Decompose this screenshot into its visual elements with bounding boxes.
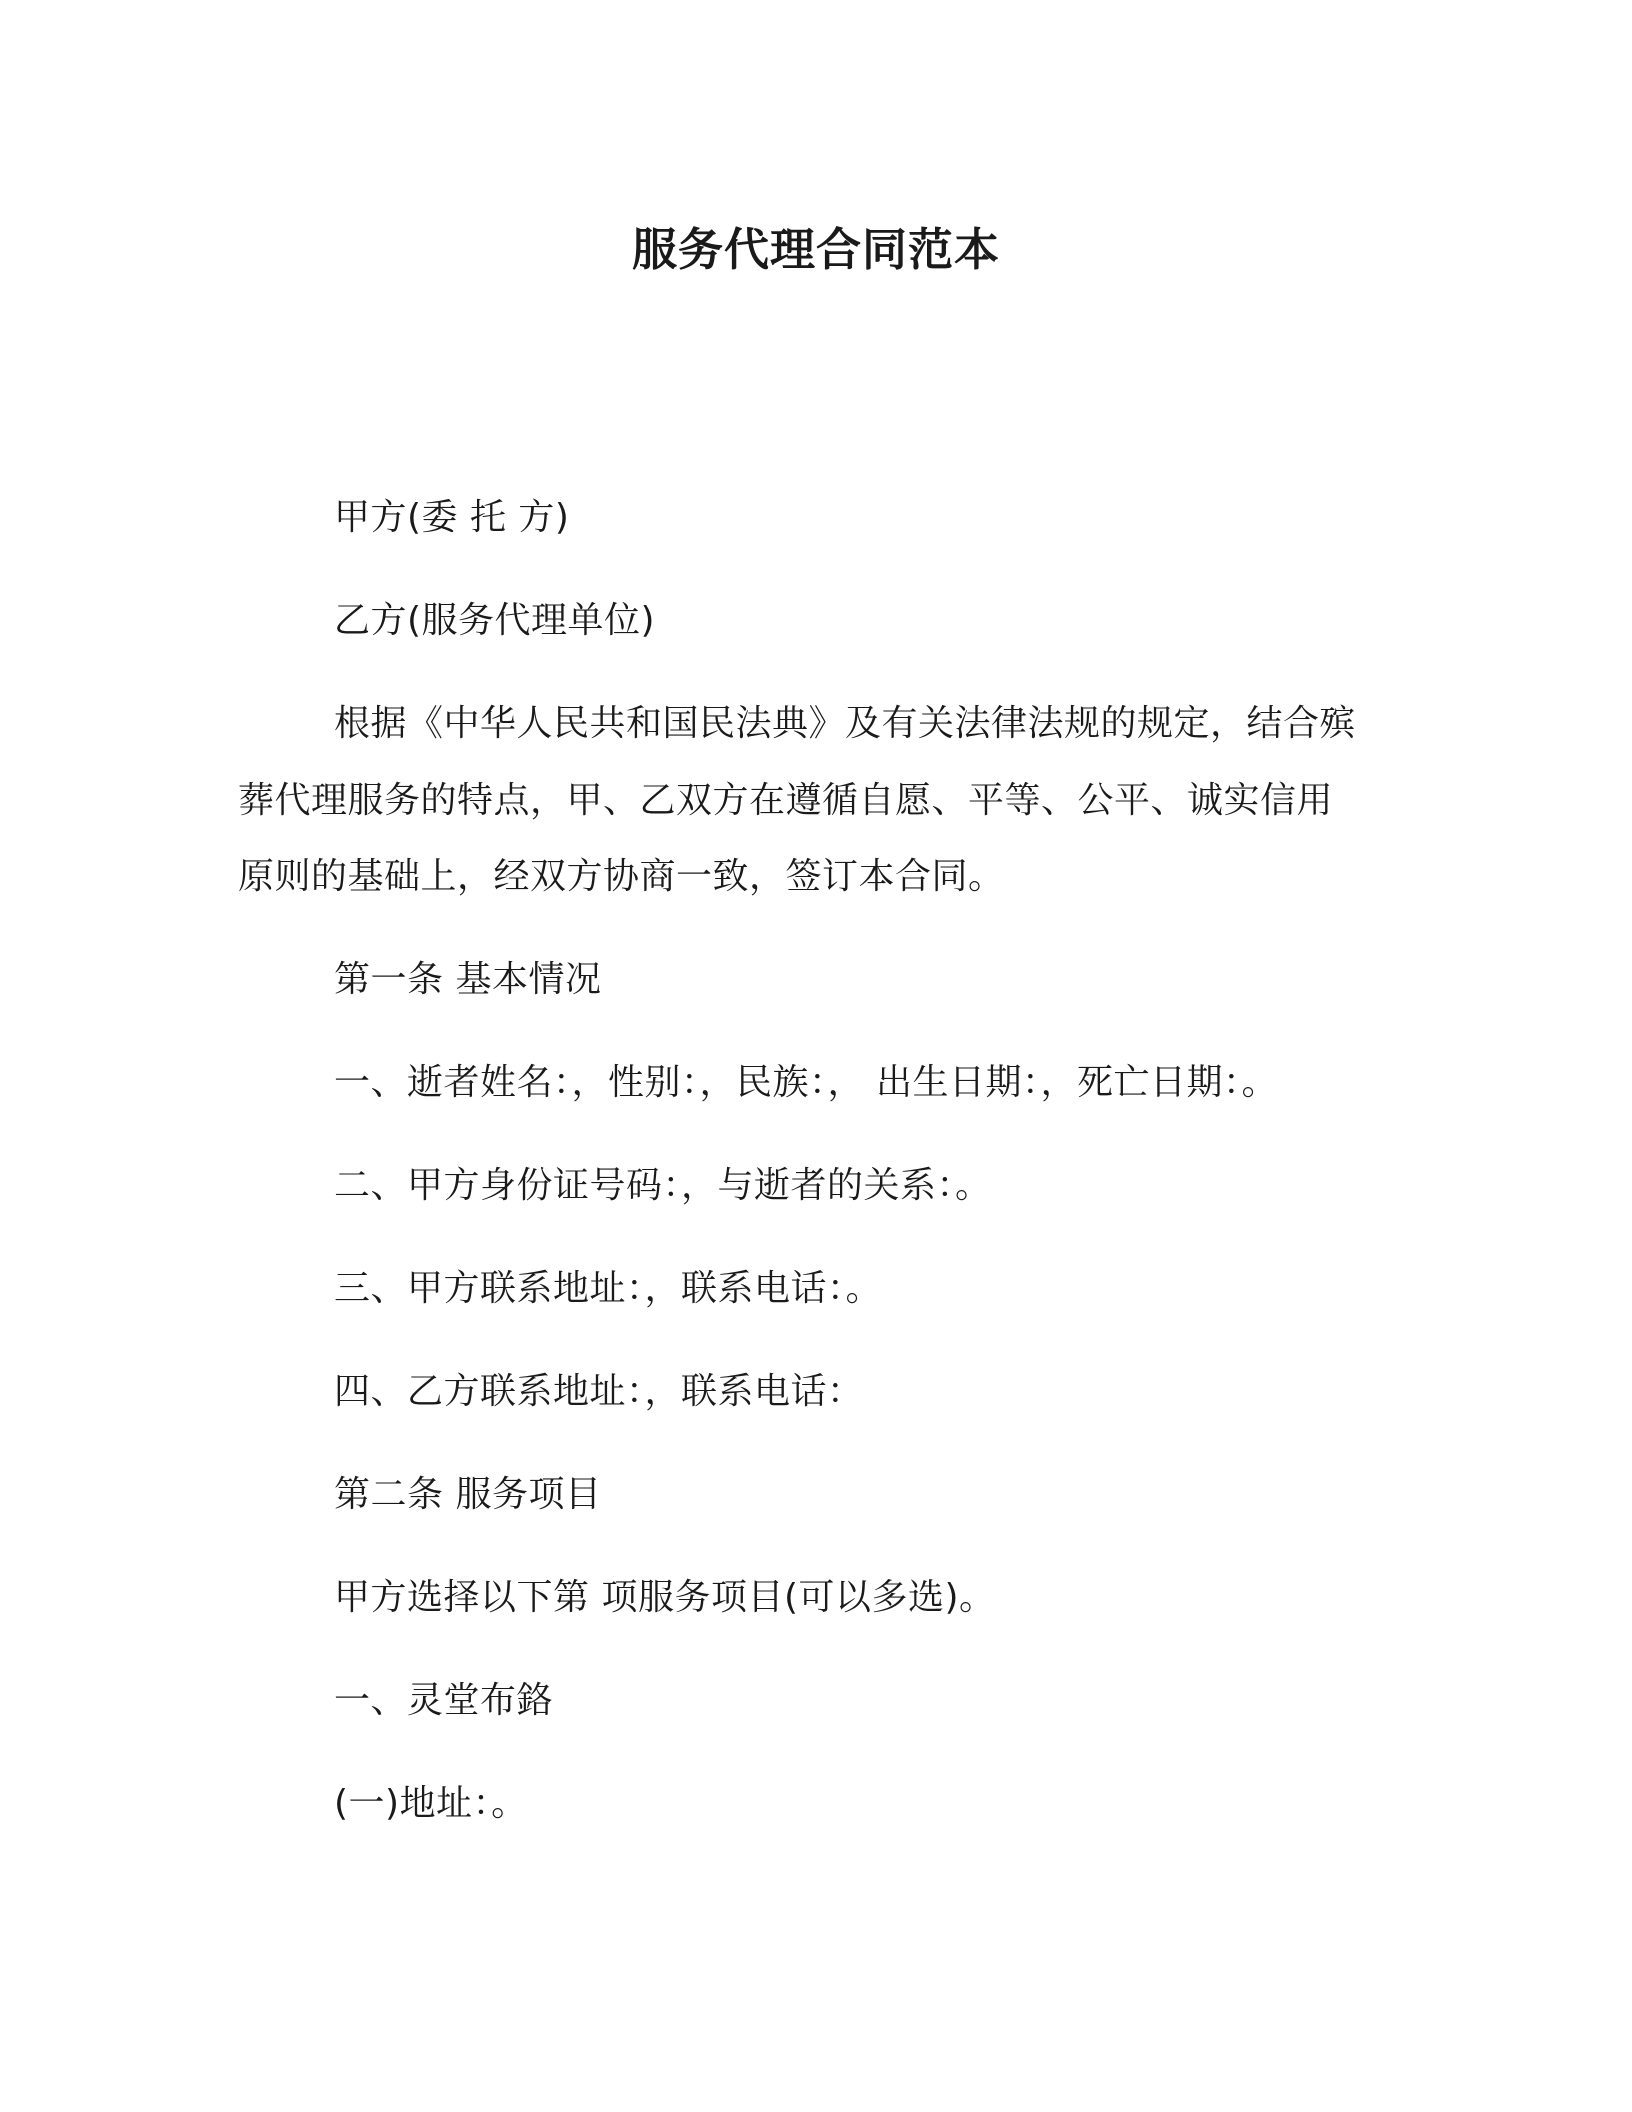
article1-item-2: 二、甲方身份证号码：，与逝者的关系：。 bbox=[334, 1165, 992, 1206]
preamble-line-3: 原则的基础上，经双方协商一致，签订本合同。 bbox=[238, 856, 1005, 897]
document-title: 服务代理合同范本 bbox=[631, 223, 1000, 276]
preamble-line-1: 根据《中华人民共和国民法典》及有关法律法规的规定，结合殡 bbox=[334, 703, 1357, 744]
article1-item-4: 四、乙方联系地址：，联系电话： bbox=[334, 1371, 864, 1412]
party-a-line: 甲方(委 托 方) bbox=[334, 497, 570, 538]
preamble-line-2: 葬代理服务的特点，甲、乙双方在遵循自愿、平等、公平、诚实信用 bbox=[238, 780, 1334, 821]
article1-item-3: 三、甲方联系地址：，联系电话：。 bbox=[334, 1268, 883, 1309]
article1-item-1: 一、逝者姓名：，性别：，民族：， 出生日期：，死亡日期：。 bbox=[334, 1062, 1278, 1103]
article1-heading: 第一条 基本情况 bbox=[334, 959, 602, 1000]
article2-sub-1: (一)地址：。 bbox=[334, 1783, 528, 1824]
article2-item-1: 一、灵堂布鉻 bbox=[334, 1680, 554, 1721]
article2-heading: 第二条 服务项目 bbox=[334, 1474, 602, 1515]
party-b-line: 乙方(服务代理单位) bbox=[334, 600, 656, 641]
article2-intro: 甲方选择以下第 项服务项目(可以多选)。 bbox=[334, 1577, 996, 1618]
